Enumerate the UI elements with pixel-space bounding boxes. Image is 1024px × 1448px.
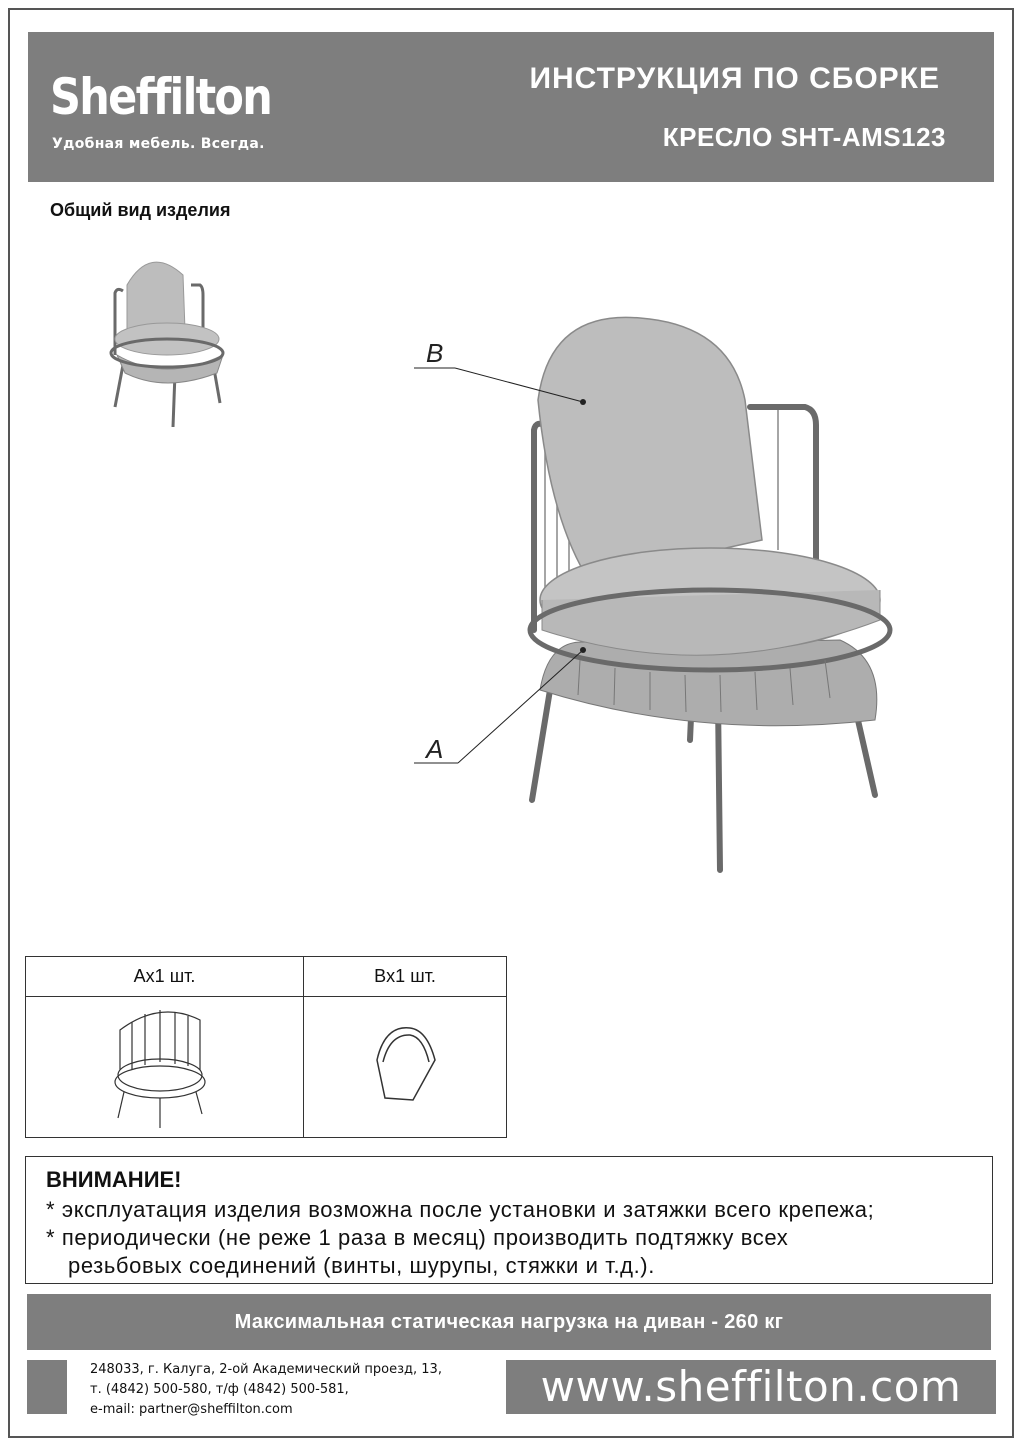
part-a-drawing <box>26 997 304 1138</box>
warning-title: ВНИМАНИЕ! <box>46 1167 182 1192</box>
label-a: A <box>426 734 444 764</box>
part-b-drawing <box>304 997 507 1138</box>
part-a-label: Ax1 шт. <box>26 957 304 997</box>
footer-square <box>27 1360 67 1414</box>
warning-box <box>25 1156 993 1284</box>
brand-tagline: Удобная мебель. Всегда. <box>52 136 265 152</box>
back-cushion-sketch <box>365 1020 445 1110</box>
overview-title: Общий вид изделия <box>50 200 231 220</box>
label-b: B <box>426 338 444 368</box>
chair-base-sketch <box>110 1000 220 1130</box>
header-bar <box>28 32 994 182</box>
website-link[interactable]: www.sheffilton.com <box>506 1360 996 1414</box>
email-line: e-mail: partner@sheffilton.com <box>90 1402 293 1417</box>
contacts <box>90 1360 442 1420</box>
document-title: ИНСТРУКЦИЯ ПО СБОРКЕ <box>529 62 940 95</box>
address-line: 248033, г. Калуга, 2-ой Академический проезд, 13, <box>90 1362 442 1377</box>
warning-line-1: * эксплуатация изделия возможна после установки и затяжки всего крепежа; <box>46 1197 875 1222</box>
chair-thumbnail <box>105 255 235 435</box>
phone-line: т. (4842) 500-580, т/ф (4842) 500-581, <box>90 1382 349 1397</box>
max-load-banner: Максимальная статическая нагрузка на диван - 260 кг <box>27 1294 991 1350</box>
parts-table <box>25 956 507 1138</box>
chair-main-figure <box>400 300 900 880</box>
brand-logo: Sheffilton <box>50 68 272 126</box>
warning-line-3: резьбовых соединений (винты, шурупы, стяжки и т.д.). <box>68 1253 655 1278</box>
part-b-label: Bx1 шт. <box>304 957 507 997</box>
warning-line-2: * периодически (не реже 1 раза в месяц) производить подтяжку всех <box>46 1225 789 1250</box>
product-name: КРЕСЛО SHT-AMS123 <box>662 122 946 152</box>
